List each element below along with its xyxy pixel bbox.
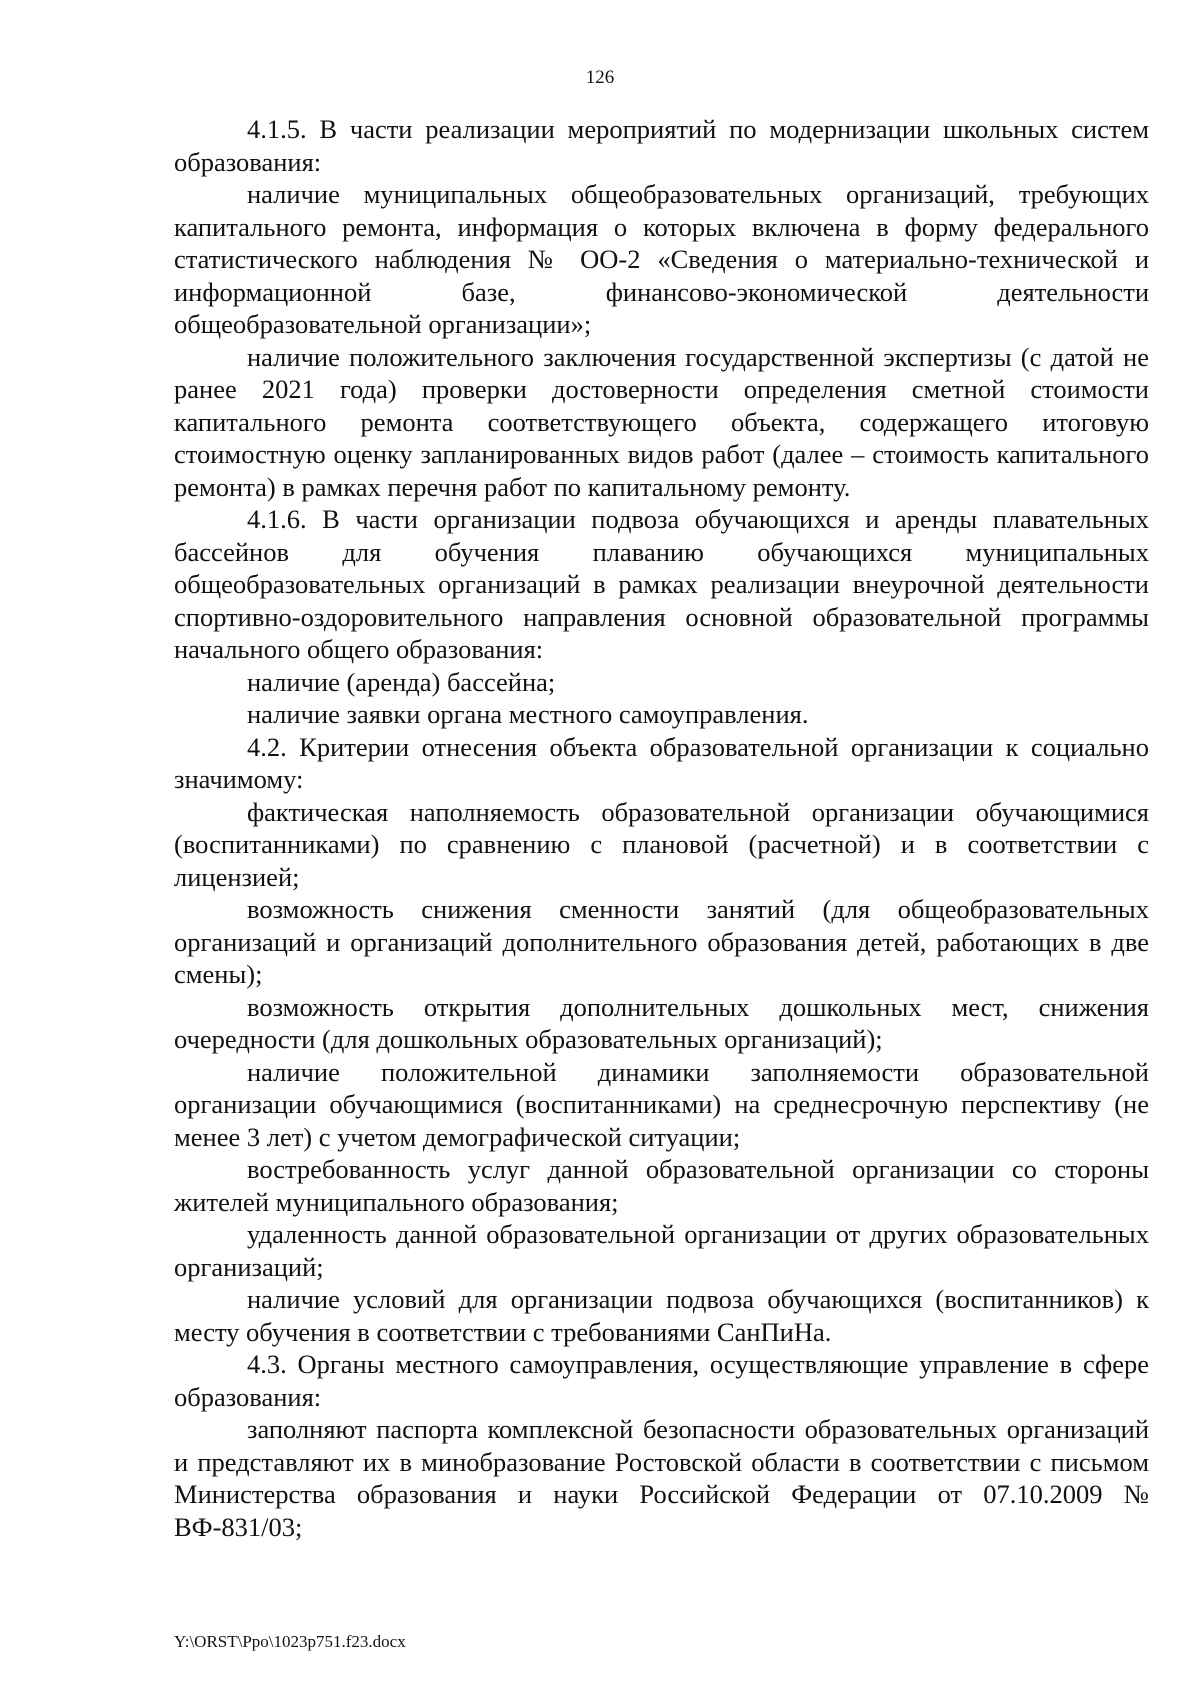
paragraph: наличие положительного заключения государственной экспертизы (с датой не ранее 2021 года) проверки достоверности определения сметной стоимости капитального ремонта соответствующего объекта, содержащего итоговую стоимостную оценку запланированных видов работ (далее – стоимость капитального ремонта) в рамках перечня работ по капитальному ремонту. — [174, 341, 1149, 502]
paragraph: 4.2. Критерии отнесения объекта образовательной организации к социально значимому: — [174, 731, 1149, 794]
paragraph: востребованность услуг данной образовательной организации со стороны жителей муниципального образования; — [174, 1154, 1149, 1217]
paragraph: возможность открытия дополнительных дошкольных мест, снижения очередности (для дошкольных образовательных организаций); — [174, 991, 1149, 1054]
paragraph: наличие положительной динамики заполняемости образовательной организации обучающимися (воспитанниками) на среднесрочную перспективу (не менее 3 лет) с учетом демографической ситуации; — [174, 1056, 1149, 1152]
footer-file-path: Y:\ORST\Ppo\1023p751.f23.docx — [174, 1632, 406, 1651]
paragraph: 4.3. Органы местного самоуправления, осуществляющие управление в сфере образования: — [174, 1349, 1149, 1412]
paragraph: заполняют паспорта комплексной безопасности образовательных организаций и представляют их в минобразование Ростовской области в соответствии с письмом Министерства образования и науки Российской Федерации от 07.10.2009 № ВФ-831/03; — [174, 1414, 1149, 1542]
paragraph: возможность снижения сменности занятий (для общеобразовательных организаций и организаций дополнительного образования детей, работающих в две смены); — [174, 894, 1149, 989]
page-number: 126 — [585, 67, 615, 88]
paragraph: удаленность данной образовательной организации от других образовательных организаций; — [174, 1219, 1149, 1282]
paragraph: 4.1.6. В части организации подвоза обучающихся и аренды плавательных бассейнов для обучения плаванию обучающихся муниципальных общеобразовательных организаций в рамках реализации внеурочной деятельности спортивно-оздоровительного направления основной образовательной программы начального общего образования: — [174, 504, 1149, 664]
paragraph: наличие условий для организации подвоза обучающихся (воспитанников) к месту обучения в соответствии с требованиями СанПиНа. — [174, 1284, 1149, 1347]
paragraph: наличие (аренда) бассейна; — [247, 666, 556, 697]
document-body — [174, 113, 1149, 1543]
paragraph: наличие заявки органа местного самоуправления. — [247, 699, 809, 729]
paragraph: 4.1.5. В части реализации мероприятий по модернизации школьных систем образования: — [174, 114, 1149, 177]
paragraph: фактическая наполняемость образовательной организации обучающимися (воспитанниками) по сравнению с плановой (расчетной) и в соответствии с лицензией; — [174, 796, 1149, 892]
paragraph: наличие муниципальных общеобразовательных организаций, требующих капитального ремонта, информация о которых включена в форму федерального статистического наблюдения № ОО-2 «Сведения о материально-технической и информационной базе, финансово-экономической деятельности общеобразовательной организации»; — [174, 179, 1149, 339]
